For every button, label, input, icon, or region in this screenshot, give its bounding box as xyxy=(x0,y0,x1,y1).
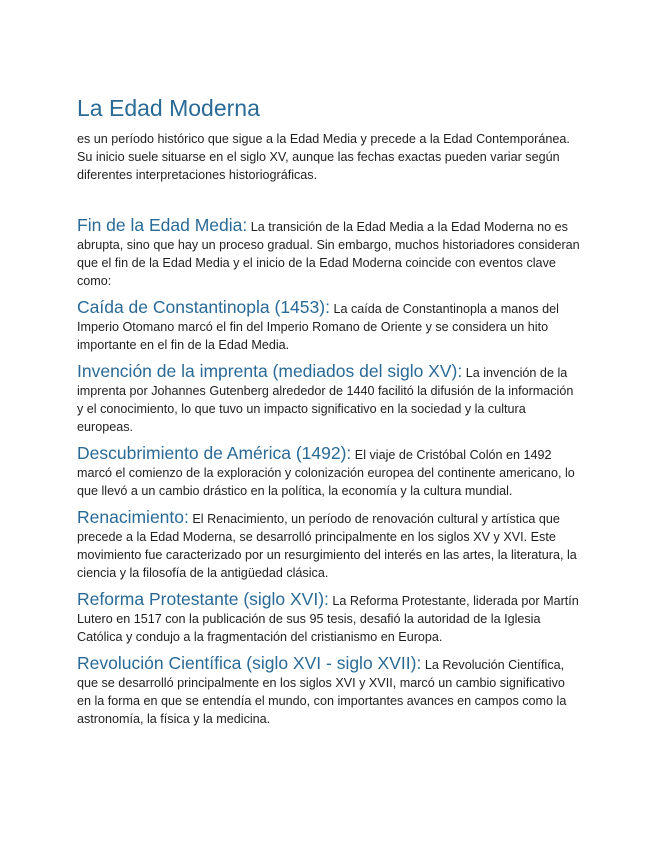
section-body: El Renacimiento, un período de renovación cultural y artística que precede a la Edad Moderna, se desarrolló principalmente en los siglos XV y XVI. Este movimiento fue caracterizado por un resurgimiento del interés en las artes, la literatura, la ciencia y la filosofía de la antigüedad clásica. xyxy=(77,512,577,580)
document-page xyxy=(77,93,582,736)
section-body: El viaje de Cristóbal Colón en 1492 marcó el comienzo de la exploración y colonización europea del continente americano, lo que llevó a un cambio drástico en la política, la economía y la cultura mundial. xyxy=(77,448,575,498)
section-renacimiento xyxy=(77,508,582,582)
section-heading: Descubrimiento de América (1492): xyxy=(77,443,352,463)
document-title: La Edad Moderna xyxy=(77,95,260,121)
section-body: La invención de la imprenta por Johannes Gutenberg alrededor de 1440 facilitó la difusión de la información y el conocimiento, lo que tuvo un impacto significativo en la sociedad y la cultura europeas. xyxy=(77,366,574,434)
section-heading: Reforma Protestante (siglo XVI): xyxy=(77,589,329,609)
section-imprenta xyxy=(77,362,582,436)
section-revolucion-cientifica xyxy=(77,654,582,728)
section-fin-edad-media xyxy=(77,216,582,290)
section-reforma-protestante xyxy=(77,590,582,646)
section-heading: Caída de Constantinopla (1453): xyxy=(77,297,330,317)
section-body: La caída de Constantinopla a manos del Imperio Otomano marcó el fin del Imperio Romano de Oriente y se considera un hito importante en el fin de la Edad Media. xyxy=(77,302,559,352)
section-heading: Renacimiento: xyxy=(77,507,189,527)
section-body: La Reforma Protestante, liderada por Martín Lutero en 1517 con la publicación de sus 95 tesis, desafió la autoridad de la Iglesia Católica y condujo a la fragmentación del cristianismo en Europa. xyxy=(77,594,579,644)
section-heading: Invención de la imprenta (mediados del siglo XV): xyxy=(77,361,463,381)
section-body: La transición de la Edad Media a la Edad Moderna no es abrupta, sino que hay un proceso gradual. Sin embargo, muchos historiadores consideran que el fin de la Edad Media y el inicio de la Edad Moderna coincide con eventos clave como: xyxy=(77,220,580,288)
section-heading: Revolución Científica (siglo XVI - siglo XVII): xyxy=(77,653,422,673)
section-heading: Fin de la Edad Media: xyxy=(77,215,248,235)
section-caida-constantinopla xyxy=(77,298,582,354)
section-body: La Revolución Científica, que se desarrolló principalmente en los siglos XVI y XVII, marcó un cambio significativo en la forma en que se entendía el mundo, con importantes avances en campos como la astronomía, la física y la medicina. xyxy=(77,658,567,726)
section-descubrimiento-america xyxy=(77,444,582,500)
intro-paragraph: es un período histórico que sigue a la Edad Media y precede a la Edad Contemporánea. Su inicio suele situarse en el siglo XV, aunque las fechas exactas pueden variar según diferentes interpretaciones historiográficas. xyxy=(77,132,570,182)
